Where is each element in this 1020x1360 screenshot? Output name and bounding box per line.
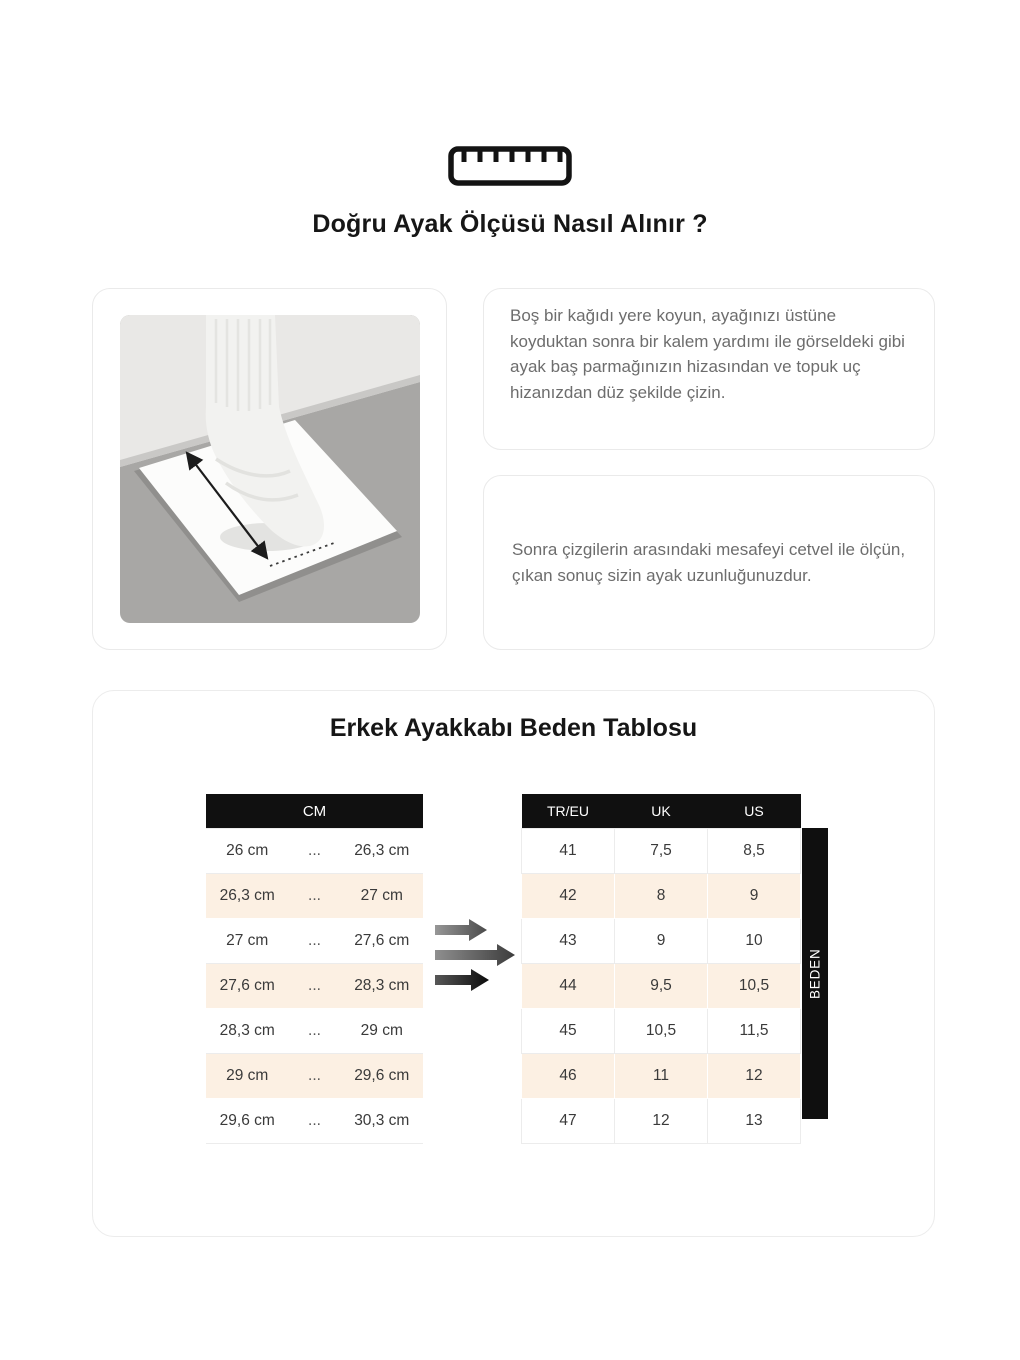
cm-cell: ... bbox=[288, 1099, 340, 1144]
ruler-icon bbox=[0, 146, 1020, 186]
size-row bbox=[522, 1099, 801, 1144]
size-cell: 9,5 bbox=[615, 964, 708, 1009]
size-cell: 10 bbox=[708, 919, 801, 964]
cm-cell: 26 cm bbox=[206, 829, 288, 874]
size-cell: 47 bbox=[522, 1099, 615, 1144]
cm-table-body bbox=[206, 829, 423, 1144]
size-cell: 9 bbox=[708, 874, 801, 919]
size-table bbox=[521, 794, 801, 1144]
instruction-step-2: Sonra çizgilerin arasındaki mesafeyi cetvel ile ölçün, çıkan sonuç sizin ayak uzunluğunuzdur. bbox=[512, 540, 906, 585]
size-row bbox=[522, 1054, 801, 1099]
size-table-card bbox=[92, 690, 935, 1237]
size-cell: 41 bbox=[522, 829, 615, 874]
cm-cell: 28,3 cm bbox=[206, 1009, 288, 1054]
cm-cell: 26,3 cm bbox=[206, 874, 288, 919]
size-cell: 10,5 bbox=[615, 1009, 708, 1054]
size-cell: 10,5 bbox=[708, 964, 801, 1009]
size-cell: 12 bbox=[615, 1099, 708, 1144]
cm-range-row bbox=[206, 874, 423, 919]
cm-range-row bbox=[206, 964, 423, 1009]
size-cell: 7,5 bbox=[615, 829, 708, 874]
cm-range-row bbox=[206, 1054, 423, 1099]
size-cell: 11 bbox=[615, 1054, 708, 1099]
cm-cell: 29 cm bbox=[206, 1054, 288, 1099]
foot-measurement-photo bbox=[120, 315, 420, 623]
cm-range-row bbox=[206, 1099, 423, 1144]
size-cell: 9 bbox=[615, 919, 708, 964]
cm-cell: 27 cm bbox=[206, 919, 288, 964]
size-cell: 44 bbox=[522, 964, 615, 1009]
cm-cell: ... bbox=[288, 829, 340, 874]
size-cell: 11,5 bbox=[708, 1009, 801, 1054]
cm-cell: 29,6 cm bbox=[206, 1099, 288, 1144]
size-cell: 12 bbox=[708, 1054, 801, 1099]
size-row bbox=[522, 874, 801, 919]
beden-label: BEDEN bbox=[802, 828, 828, 1119]
cm-table bbox=[206, 794, 423, 1144]
cm-cell: ... bbox=[288, 1009, 340, 1054]
cm-cell: 27,6 cm bbox=[206, 964, 288, 1009]
cm-range-row bbox=[206, 1009, 423, 1054]
size-cell: 43 bbox=[522, 919, 615, 964]
cm-cell: 26,3 cm bbox=[341, 829, 423, 874]
cm-cell: ... bbox=[288, 874, 340, 919]
cm-cell: ... bbox=[288, 1054, 340, 1099]
size-cell: 8,5 bbox=[708, 829, 801, 874]
size-row bbox=[522, 829, 801, 874]
cm-cell: 27,6 cm bbox=[341, 919, 423, 964]
cm-cell: 29,6 cm bbox=[341, 1054, 423, 1099]
cm-cell: ... bbox=[288, 964, 340, 1009]
size-cell: 8 bbox=[615, 874, 708, 919]
size-table-header-us: US bbox=[708, 794, 801, 829]
size-table-body bbox=[522, 829, 801, 1144]
size-cell: 13 bbox=[708, 1099, 801, 1144]
size-row bbox=[522, 964, 801, 1009]
instruction-card-2 bbox=[483, 475, 935, 650]
cm-table-header: CM bbox=[206, 794, 423, 829]
cm-cell: 29 cm bbox=[341, 1009, 423, 1054]
cm-cell: 30,3 cm bbox=[341, 1099, 423, 1144]
cm-range-row bbox=[206, 919, 423, 964]
cm-range-row bbox=[206, 829, 423, 874]
size-row bbox=[522, 1009, 801, 1054]
cm-cell: 27 cm bbox=[341, 874, 423, 919]
size-table-header-uk: UK bbox=[615, 794, 708, 829]
size-cell: 45 bbox=[522, 1009, 615, 1054]
instructions-row bbox=[92, 288, 935, 650]
instruction-steps bbox=[483, 288, 935, 650]
page-title: Doğru Ayak Ölçüsü Nasıl Alınır ? bbox=[312, 210, 708, 238]
size-cell: 46 bbox=[522, 1054, 615, 1099]
measurement-photo-card bbox=[92, 288, 447, 650]
size-cell: 42 bbox=[522, 874, 615, 919]
size-table-header-treu: TR/EU bbox=[522, 794, 615, 829]
cm-cell: 28,3 cm bbox=[341, 964, 423, 1009]
instruction-step-1: Boş bir kağıdı yere koyun, ayağınızı üstüne koyduktan sonra bir kalem yardımı ile görseldeki gibi ayak baş parmağınızın hizasından ve topuk uç hizanızdan düz şekilde çizin. bbox=[510, 306, 905, 402]
size-row bbox=[522, 919, 801, 964]
instruction-card-1 bbox=[483, 288, 935, 450]
cm-cell: ... bbox=[288, 919, 340, 964]
size-table-title: Erkek Ayakkabı Beden Tablosu bbox=[329, 714, 698, 742]
conversion-arrows-icon bbox=[433, 917, 519, 993]
